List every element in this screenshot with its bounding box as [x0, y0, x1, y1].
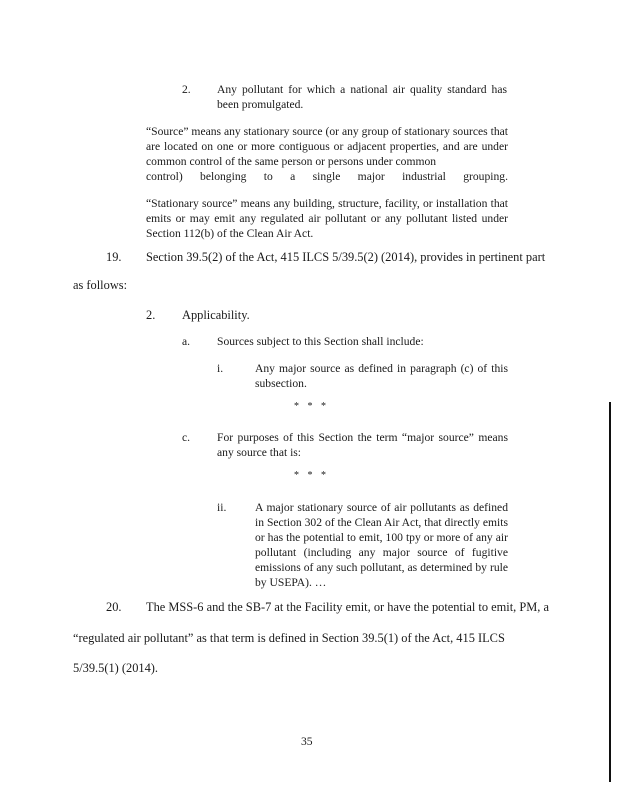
sub-c-label: c.: [182, 431, 191, 444]
paragraph-19-line-1: Section 39.5(2) of the Act, 415 ILCS 5/39.5(2) (2014), provides in pertinent part: [146, 250, 546, 264]
paragraph-20-line-2: “regulated air pollutant” as that term is defined in Section 39.5(1) of the Act, 415 ILCS: [73, 631, 505, 645]
stationary-source-definition: “Stationary source” means any building, structure, facility, or installation that emits or may emit any regulated air pollutant or any pollutant listed under Section 112(b) of the Clean Air Act.: [146, 197, 508, 240]
sub-c-text: For purposes of this Section the term “major source” means any source that is:: [217, 431, 508, 459]
scan-edge-line: [609, 402, 611, 782]
sub-a-label: a.: [182, 335, 191, 348]
source-definition-last-line: control) belonging to a single major industrial grouping.: [146, 170, 508, 183]
paragraph-20-number: 20.: [106, 600, 122, 614]
sub-a-text: Sources subject to this Section shall include:: [217, 335, 424, 348]
sub-c-ii-text: A major stationary source of air pollutants as defined in Section 302 of the Clean Air Act, that directly emits or has the potential to emit, 100 tpy or more of any air pollutant (including any major source of fugitive emissions of any such pollutant, as determined by rule by USEPA). …: [255, 501, 508, 589]
ellipsis-stars-1: * * *: [294, 401, 329, 412]
applicability-heading: Applicability.: [182, 308, 250, 322]
sub-c-ii-label: ii.: [217, 501, 227, 514]
paragraph-20-line-1: The MSS-6 and the SB-7 at the Facility emit, or have the potential to emit, PM, a: [146, 600, 549, 614]
applicability-number: 2.: [146, 308, 156, 322]
paragraph-20-line-3: 5/39.5(1) (2014).: [73, 661, 158, 675]
sub-a-i-text: Any major source as defined in paragraph (c) of this subsection.: [255, 362, 508, 390]
item-2-number: 2.: [182, 83, 191, 96]
sub-a-i-label: i.: [217, 362, 224, 375]
page-number: 35: [301, 735, 313, 748]
paragraph-19-line-2: as follows:: [73, 278, 128, 292]
paragraph-19-number: 19.: [106, 250, 122, 264]
item-2-text: Any pollutant for which a national air quality standard has been promulgated.: [217, 83, 507, 111]
source-definition: “Source” means any stationary source (or any group of stationary sources that are located on one or more contiguous or adjacent properties, and are under common control of the same person or persons under common: [146, 125, 508, 168]
ellipsis-stars-2: * * *: [294, 470, 329, 481]
